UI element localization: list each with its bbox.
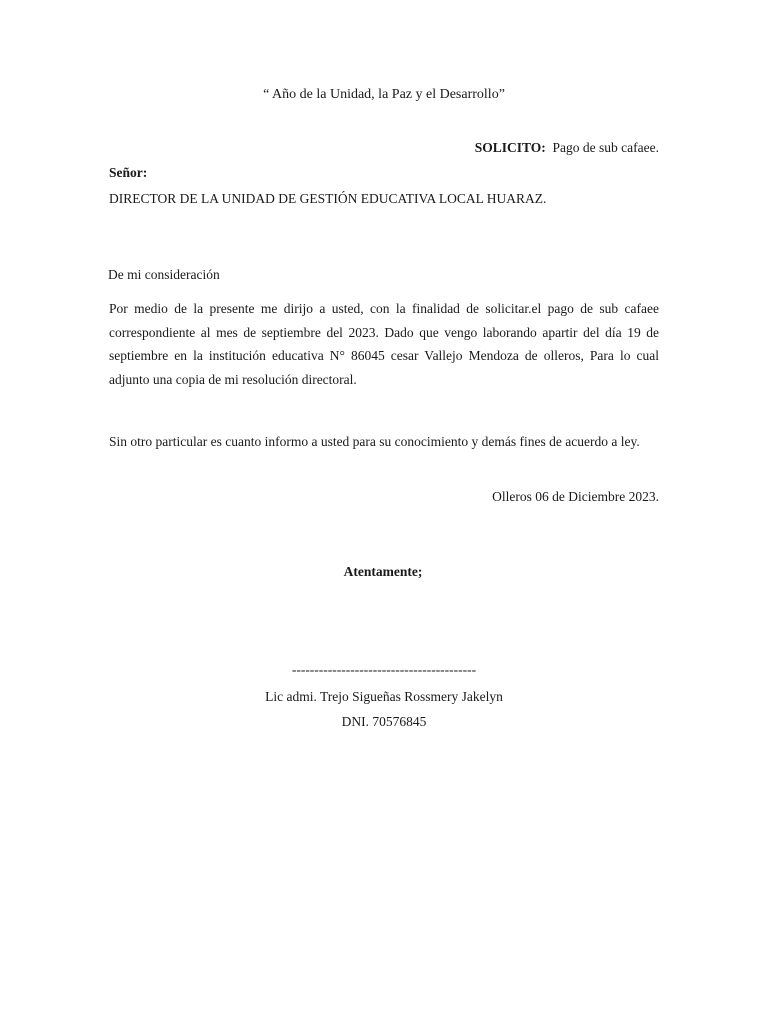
recipient-title: DIRECTOR DE LA UNIDAD DE GESTIÓN EDUCATIVA LOCAL HUARAZ. [109, 191, 547, 206]
request-label: SOLICITO: [474, 140, 546, 155]
closing-paragraph: Sin otro particular es cuanto informo a usted para su conocimiento y demás fines de acuerdo a ley. [109, 434, 640, 449]
signer-name: Lic admi. Trejo Sigueñas Rossmery Jakelyn [265, 689, 503, 704]
body-paragraph: Por medio de la presente me dirijo a usted, con la finalidad de solicitar.el pago de sub cafaee correspondiente al mes de septiembre del 2023. Dado que vengo laborando apartir del día 19 de septiembre en la institución educativa N° 86045 cesar Vallejo Mendoza de olleros, Para lo cual adjunto una copia de mi resolución directoral. [109, 301, 659, 387]
request-subject: Pago de sub cafaee. [552, 140, 659, 155]
place-date: Olleros 06 de Diciembre 2023. [492, 489, 659, 504]
year-motto: “ Año de la Unidad, la Paz y el Desarrollo” [263, 87, 505, 102]
signer-dni: DNI. 70576845 [341, 714, 427, 729]
request-line [475, 140, 659, 156]
recipient-salutation: Señor: [109, 165, 148, 180]
sign-off: Atentamente; [343, 564, 423, 579]
signature-line: ----------------------------------------- [291, 662, 477, 677]
greeting: De mi consideración [108, 267, 220, 282]
